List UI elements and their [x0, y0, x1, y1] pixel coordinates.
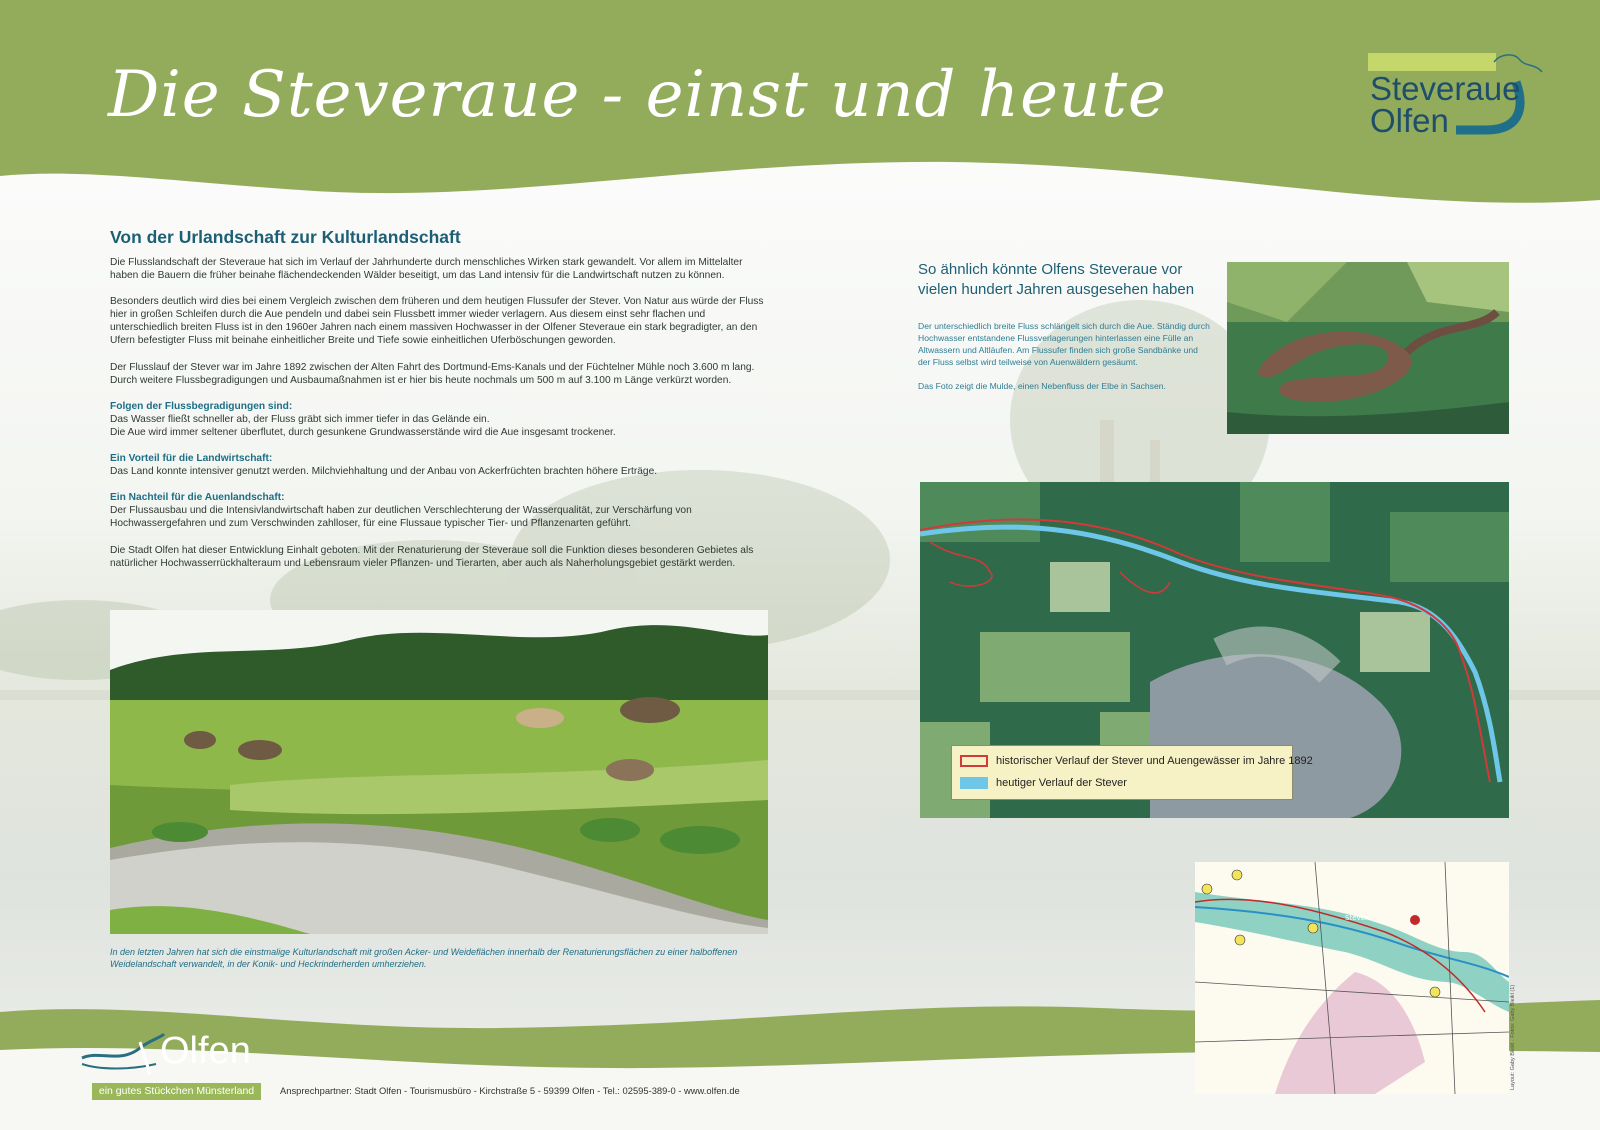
photo-credit: Layout: Gaby Bleikl · Fotos: Gaby Bleikl (1) [1510, 984, 1516, 1090]
main-heading: Von der Urlandschaft zur Kulturlandschaft [110, 227, 461, 247]
photo-caption: In den letzten Jahren hat sich die einstmalige Kulturlandschaft mit großen Acker- und Weideflächen innerhalb der Renaturierungsflächen zu einer halboffenen Weidelandschaft verwandelt, in der Konik- und Heckrinderherden umherziehen. [110, 947, 738, 969]
aerial-photo-mulde [1227, 262, 1509, 434]
legend-current-swatch [960, 777, 988, 789]
legend-historic-swatch [960, 755, 988, 767]
side-text-2: Das Foto zeigt die Mulde, einen Nebenfluss der Elbe in Sachsen. [918, 381, 1166, 391]
side-heading: So ähnlich könnte Olfens Steveraue vor vielen hundert Jahren ausgesehen haben [918, 261, 1195, 298]
paragraph-2: Besonders deutlich wird dies bei einem Vergleich zwischen dem früheren und dem heutigen Flussufer der Stever. Von Natur aus würde der Fluss hier in großen Schleifen durch die Aue pendeln und dabei sein Flussbett immer wieder verlagern. Aus diesem einst sehr flachen und unterschiedlich breiten Fluss ist in den 1960er Jahren nach einem massiven Hochwasser in der Olfener Steveraue ein stark begradigter, an den Ufern befestigter Fluss mit beinahe einheitlicher Breite und Tiefe sowie einheitlichen Uferböschungen geworden. [110, 296, 764, 347]
consequence-line-1: Das Wasser fließt schneller ab, der Fluss gräbt sich immer tiefer in das Gelände ein. [110, 413, 490, 425]
section-disadvantage-title: Ein Nachteil für die Auenlandschaft: [110, 492, 285, 504]
disadvantage-text: Der Flussausbau und die Intensivlandwirtschaft haben zur deutlichen Verschlechterung der Wasserqualität, zur Verschärfung von Hochwassergefahren und zum Verschwinden zahlloser, für eine Flussaue typischer Tier- und Pflanzenarten geführt. [110, 505, 692, 530]
consequence-line-2: Die Aue wird immer seltener überflutet, durch gesunkene Grundwasserstände wird die Aue insgesamt trockener. [110, 426, 616, 438]
paragraph-4: Die Stadt Olfen hat dieser Entwicklung Einhalt geboten. Mit der Renaturierung der Steveraue soll die Funktion dieses besonderen Gebietes als natürlicher Hochwasserrückhalteraum und Lebensraum vieler Pflanzen- und Tierarten, aber auch als Naherholungsgebiet gestärkt werden. [110, 544, 754, 569]
side-text [918, 320, 1210, 404]
steveraue-logo [1368, 50, 1548, 140]
legend-historic-label: historischer Verlauf der Stever und Auengewässer im Jahre 1892 [996, 755, 1313, 767]
map-legend [951, 745, 1313, 800]
olfen-logo-graphic-icon [80, 1030, 170, 1080]
logo-line1: Steveraue [1370, 70, 1521, 107]
section-consequences-title: Folgen der Flussbegradigungen sind: [110, 400, 293, 412]
side-text-1: Der unterschiedlich breite Fluss schlängelt sich durch die Aue. Ständig durch Hochwasser entstandene Flussverlagerungen hinterlassen eine Fülle an Altwassern und Altläufen. Am Flussufer finden sich große Sandbänke und der Fluss selbst wird teilweise von Auenwäldern gesäumt. [918, 321, 1210, 367]
paragraph-1: Die Flusslandschaft der Steveraue hat sich im Verlauf der Jahrhunderte durch menschliches Wirken stark gewandelt. Vor allem im Mittelalter haben die Bauern die früher beinahe flächendeckenden Wälder beseitigt, um das Land intensiv für die Landwirtschaft nutzen zu können. [110, 257, 743, 282]
logo-line2: Olfen [1370, 102, 1449, 139]
horses-stream-photo [110, 610, 768, 934]
section-advantage-title: Ein Vorteil für die Landwirtschaft: [110, 453, 273, 465]
section-advantage [110, 452, 768, 478]
town-map [1195, 862, 1509, 1094]
page-title: Die Steveraue - einst und heute [108, 58, 1167, 132]
contact-line: Ansprechpartner: Stadt Olfen - Tourismusbüro - Kirchstraße 5 - 59399 Olfen - Tel.: 02595-389-0 - www.olfen.de [280, 1085, 740, 1096]
section-disadvantage [110, 491, 768, 530]
main-text [110, 227, 768, 583]
advantage-text: Das Land konnte intensiver genutzt werden. Milchviehhaltung und der Anbau von Ackerfrüchten brachten höhere Erträge. [110, 466, 658, 478]
map-river-label: Stever [1345, 914, 1368, 922]
legend-current-label: heutiger Verlauf der Stever [996, 777, 1127, 789]
olfen-logo-word: Olfen [160, 1030, 251, 1072]
section-consequences [110, 400, 768, 439]
olfen-tagline: ein gutes Stückchen Münsterland [92, 1083, 261, 1100]
paragraph-3: Der Flusslauf der Stever war im Jahre 1892 zwischen der Alten Fahrt des Dortmund-Ems-Kanals und der Füchtelner Mühle noch 3.600 m lang. Durch weitere Flussbegradigungen und Ausbaumaßnahmen ist er hier bis heute nochmals um 500 m auf 3.100 m Länge verkürzt worden. [110, 361, 755, 386]
olfen-logo [80, 1030, 260, 1088]
